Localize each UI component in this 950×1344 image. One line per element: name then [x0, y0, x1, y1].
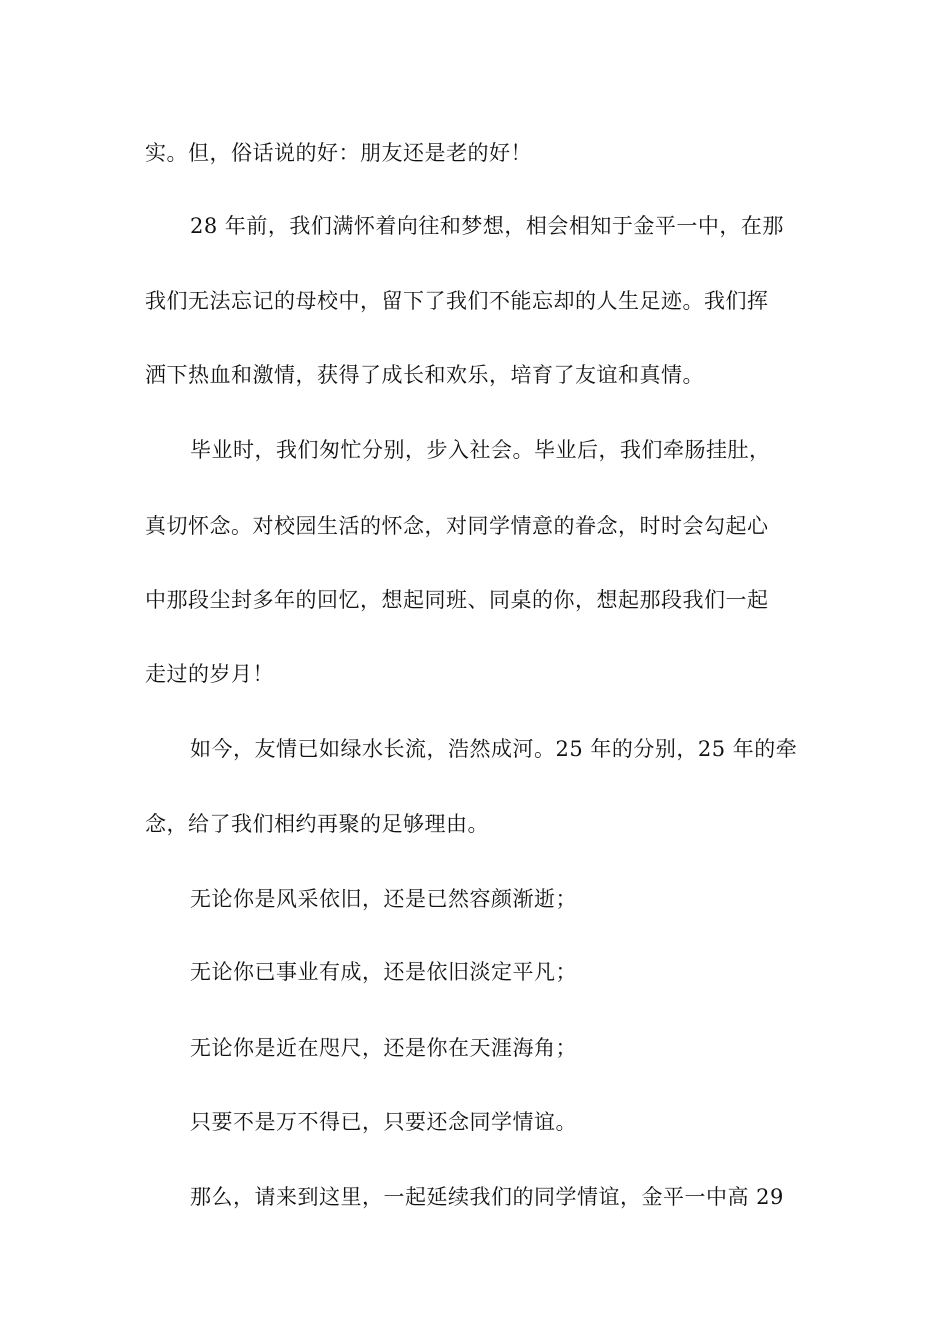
text-line: 我们无法忘记的母校中，留下了我们不能忘却的人生足迹。我们挥: [145, 289, 769, 313]
paragraph-start-line: 28 年前，我们满怀着向往和梦想，相会相知于金平一中，在那: [190, 214, 784, 238]
text-line: 走过的岁月！: [145, 662, 274, 686]
paragraph-start-line: 如今，友情已如绿水长流，浩然成河。25 年的分别，25 年的牵: [190, 737, 798, 761]
paragraph-start-line: 无论你是近在咫尺，还是你在天涯海角；: [190, 1036, 577, 1060]
paragraph-start-line: 无论你已事业有成，还是依旧淡定平凡；: [190, 960, 577, 984]
text-line: 实。但，俗话说的好：朋友还是老的好！: [145, 141, 532, 165]
paragraph-start-line: 那么，请来到这里，一起延续我们的同学情谊，金平一中高 29: [190, 1185, 784, 1209]
paragraph-start-line: 毕业时，我们匆忙分别，步入社会。毕业后，我们牵肠挂肚，: [190, 438, 771, 462]
text-line: 中那段尘封多年的回忆，想起同班、同桌的你，想起那段我们一起: [145, 588, 769, 612]
text-line: 念，给了我们相约再聚的足够理由。: [145, 812, 489, 836]
paragraph-start-line: 只要不是万不得已，只要还念同学情谊。: [190, 1110, 577, 1134]
text-line: 真切怀念。对校园生活的怀念，对同学情意的眷念，时时会勾起心: [145, 514, 769, 538]
text-line: 洒下热血和激情，获得了成长和欢乐，培育了友谊和真情。: [145, 363, 704, 387]
paragraph-start-line: 无论你是风采依旧，还是已然容颜渐逝；: [190, 887, 577, 911]
